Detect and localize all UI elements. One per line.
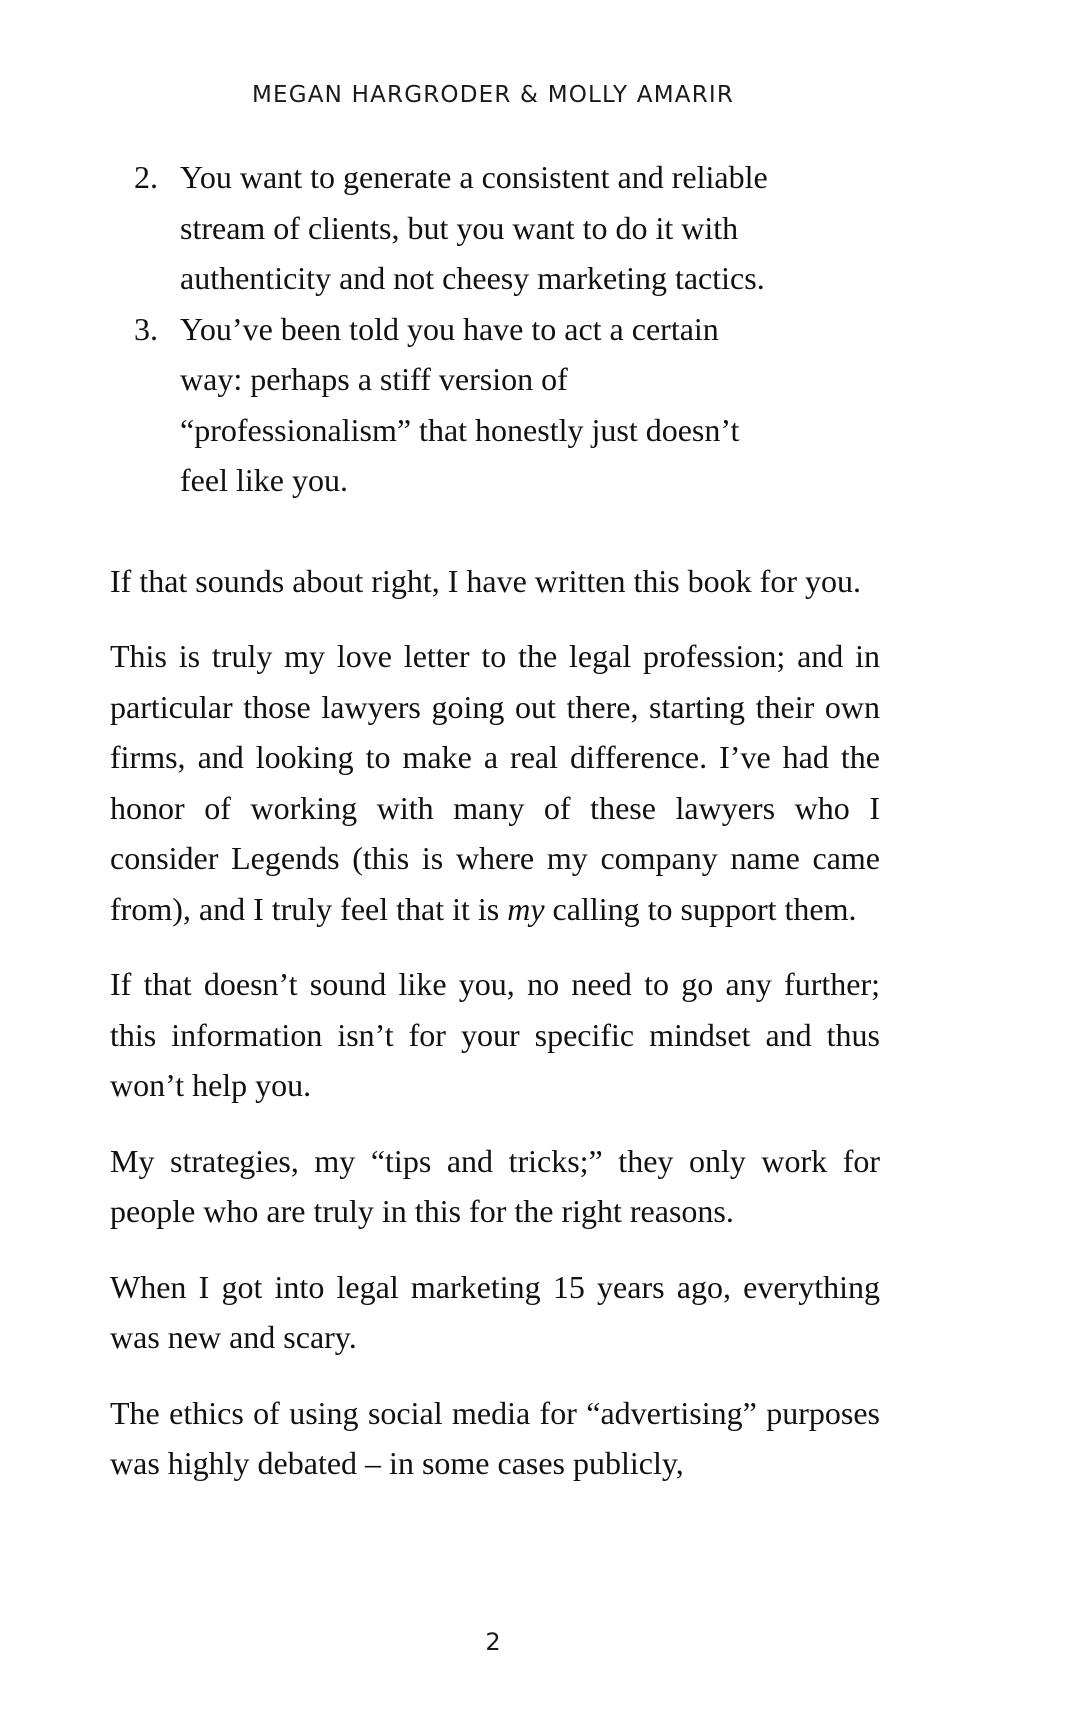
list-item-number: 2. [134,159,158,195]
paragraph-legal-marketing: When I got into legal marketing 15 years ago, everything was new and scary. [110,1268,880,1355]
paragraph-love-letter-tail: calling to support them. [544,890,857,927]
list-item-text: You’ve been told you have to act a certain way: perhaps a stiff version of “professionalism” that honestly just doesn’t feel like you. [180,310,740,498]
paragraph-intended-audience: If that sounds about right, I have written this book for you. [110,562,861,599]
page-number: 2 [485,1628,501,1656]
list-item [110,152,780,304]
numbered-list [110,152,880,506]
paragraph-strategies: My strategies, my “tips and tricks;” they only work for people who are truly in this for the right reasons. [110,1142,880,1229]
paragraph-love-letter-text: This is truly my love letter to the legal profession; and in particular those lawyers going out there, starting their own firms, and looking to make a real difference. I’ve had the honor of working with many of these lawyers who I consider Legends (this is where my company name came from), and I truly feel that it is [110,638,880,927]
page-body [110,152,880,1489]
running-header: MEGAN HARGRODER & MOLLY AMARIR [251,82,735,108]
paragraph-love-letter [110,631,880,934]
list-item-text: You want to generate a consistent and reliable stream of clients, but you want to do it with authenticity and not cheesy marketing tactics. [180,159,768,296]
list-item [110,304,740,506]
list-item-number: 3. [134,310,158,347]
paragraph-ethics: The ethics of using social media for “advertising” purposes was highly debated – in some cases publicly, [110,1394,880,1481]
emphasis-my: my [507,890,545,927]
paragraph-not-for-you: If that doesn’t sound like you, no need to go any further; this information isn’t for your specific mindset and thus won’t help you. [110,966,880,1103]
